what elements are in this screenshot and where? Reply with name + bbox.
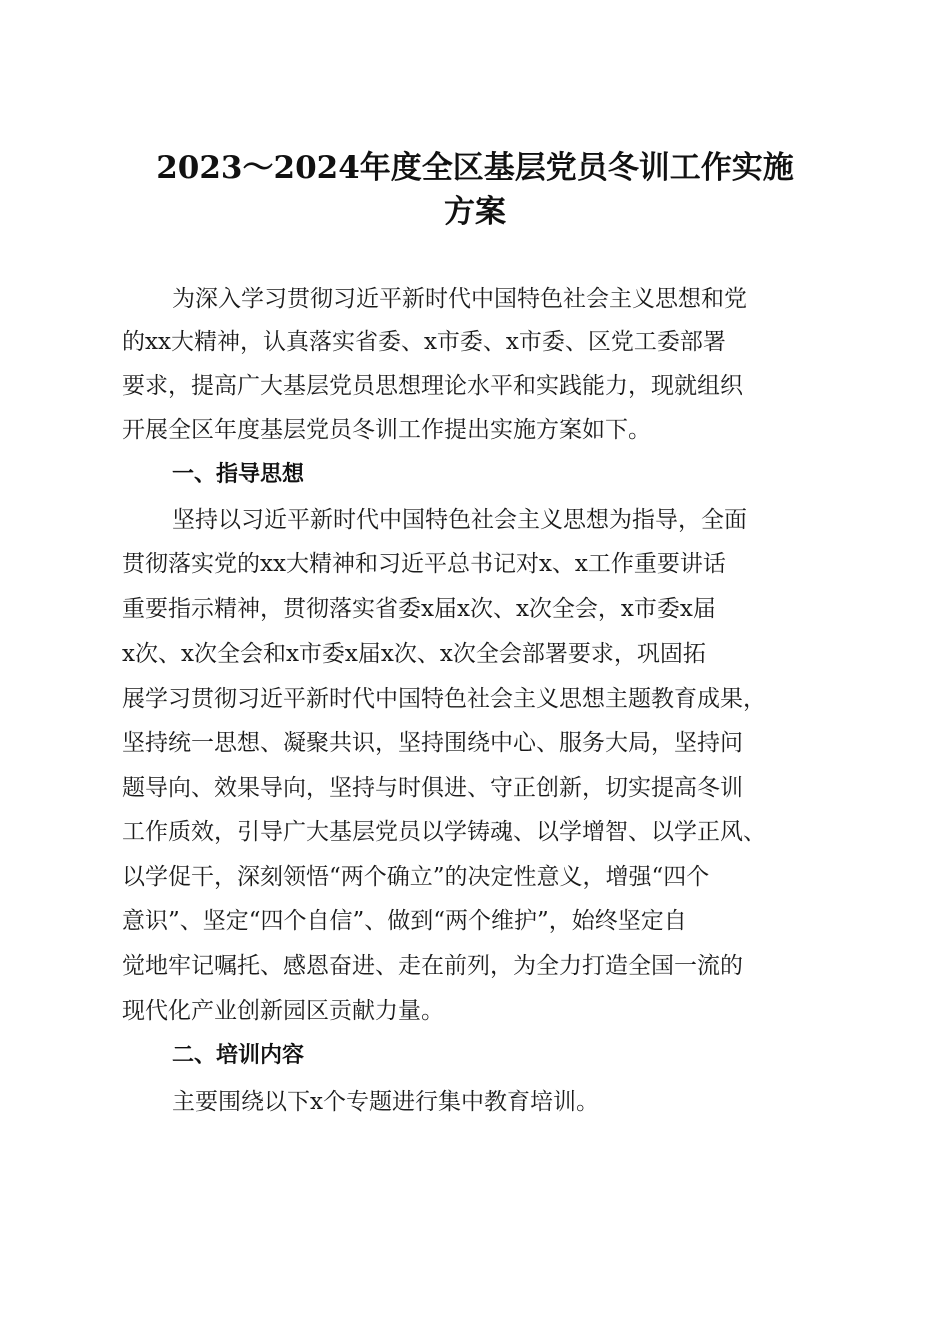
intro-line-4: 开展全区年度基层党员冬训工作提出实施方案如下。 [122, 417, 651, 443]
section-heading-guiding-ideology: 一、指导思想 [172, 462, 305, 487]
section1-line-4: x次、x次全会和x市委x届x次、x次全会部署要求，巩固拓 [122, 641, 706, 667]
intro-line-1: 为深入学习贯彻习近平新时代中国特色社会主义思想和党 [172, 286, 747, 312]
intro-line-2: 的xx大精神，认真落实省委、x市委、x市委、区党工委部署 [122, 329, 726, 355]
section-heading-training-content: 二、培训内容 [172, 1043, 305, 1068]
section1-line-10: 意识”、坚定“四个自信”、做到“两个维护”，始终坚定自 [122, 908, 687, 934]
document-title-line-2: 方案 [444, 194, 506, 230]
section1-line-3: 重要指示精神，贯彻落实省委x届x次、x次全会，x市委x届 [122, 596, 716, 622]
section1-line-2: 贯彻落实党的xx大精神和习近平总书记对x、x工作重要讲话 [122, 551, 726, 577]
section1-line-9: 以学促干，深刻领悟“两个确立”的决定性意义，增强“四个 [122, 864, 710, 890]
section1-line-12: 现代化产业创新园区贡献力量。 [122, 998, 444, 1024]
section2-line-1: 主要围绕以下x个专题进行集中教育培训。 [172, 1089, 599, 1115]
intro-line-3: 要求，提高广大基层党员思想理论水平和实践能力，现就组织 [122, 373, 743, 399]
section1-line-7: 题导向、效果导向，坚持与时俱进、守正创新，切实提高冬训 [122, 775, 743, 801]
section1-line-8: 工作质效，引导广大基层党员以学铸魂、以学增智、以学正风、 [122, 819, 766, 845]
section1-line-1: 坚持以习近平新时代中国特色社会主义思想为指导，全面 [172, 507, 747, 533]
section1-line-11: 觉地牢记嘱托、感恩奋进、走在前列，为全力打造全国一流的 [122, 953, 743, 979]
document-title-line-1: 2023～2024年度全区基层党员冬训工作实施 [156, 150, 794, 186]
section1-line-5: 展学习贯彻习近平新时代中国特色社会主义思想主题教育成果， [122, 686, 766, 712]
section1-line-6: 坚持统一思想、凝聚共识，坚持围绕中心、服务大局，坚持问 [122, 730, 743, 756]
